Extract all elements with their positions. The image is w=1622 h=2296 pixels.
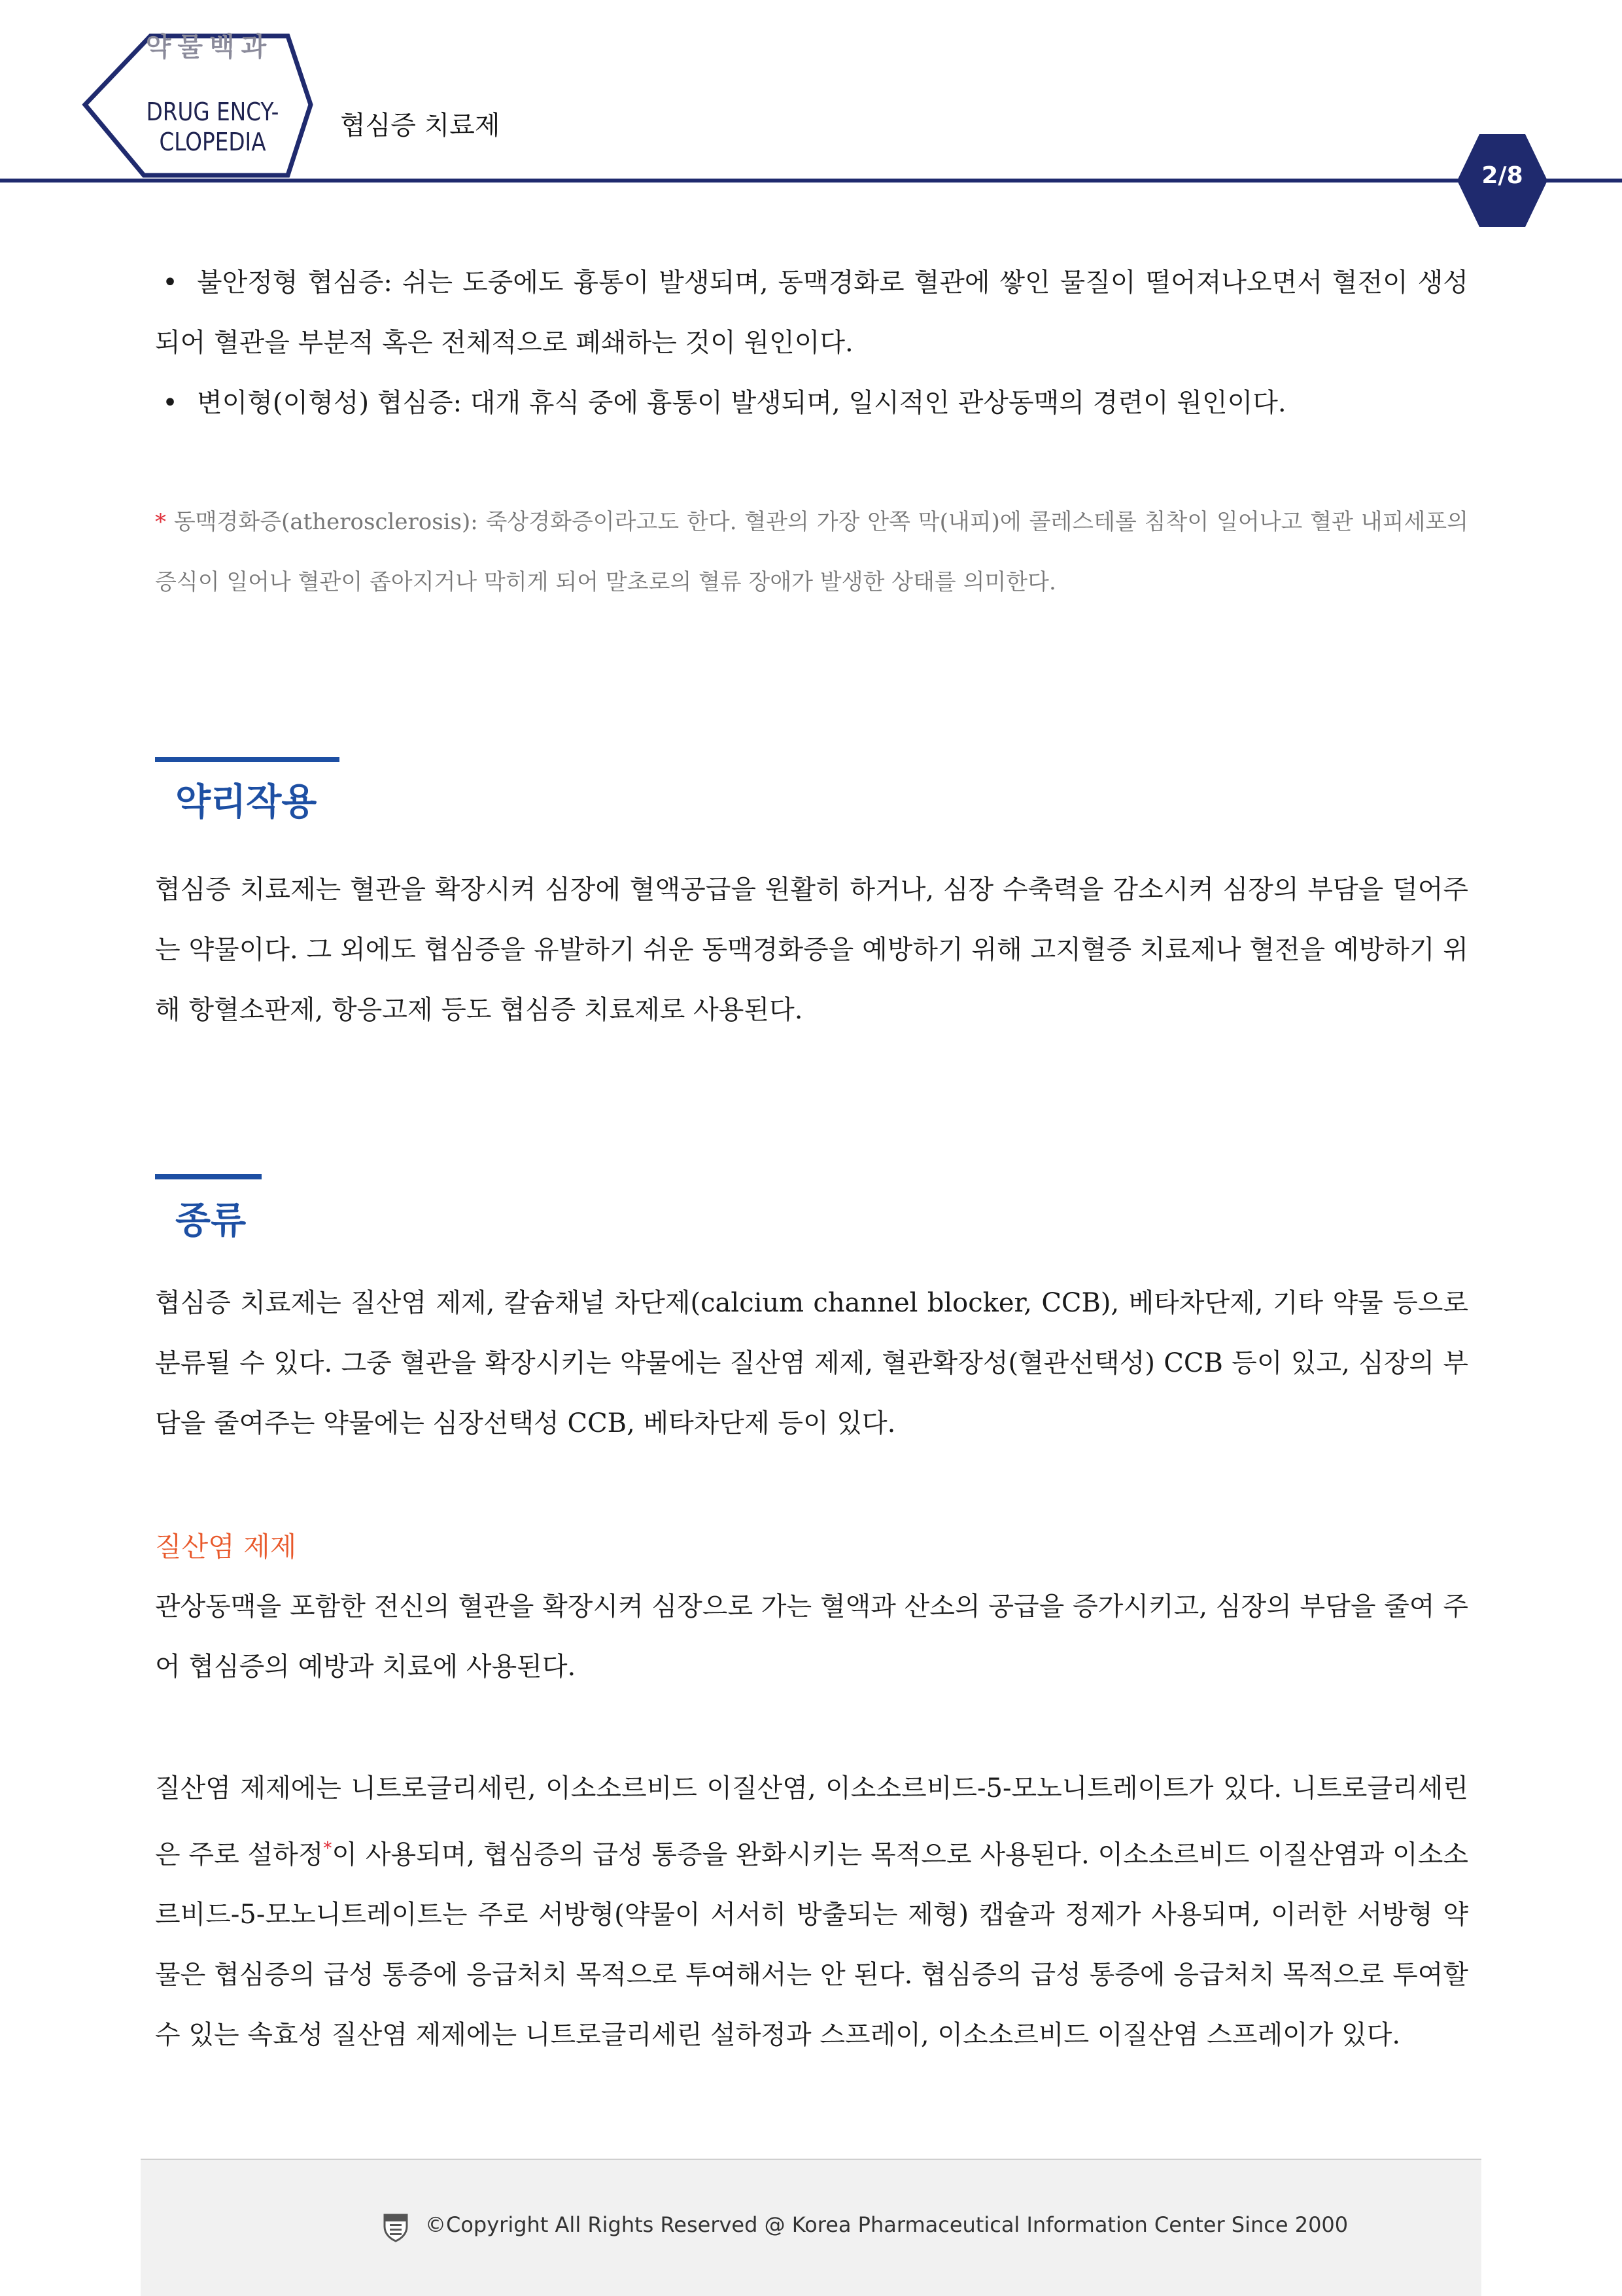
section-underline	[155, 757, 339, 762]
section-underline	[155, 1174, 262, 1179]
page-number: 2/8	[1481, 162, 1523, 189]
bullet-text: 불안정형 협심증: 쉬는 도중에도 흉통이 발생되며, 동맥경화로 혈관에 쌓인 물질이 떨어져나오면서 혈전이 생성되어 혈관을 부분적 혹은 전체적으로 폐쇄하는 것이 원인이다.	[155, 268, 1468, 358]
footnote-text: 동맥경화증(atherosclerosis): 죽상경화증이라고도 한다. 혈관의 가장 안쪽 막(내피)에 콜레스테롤 침착이 일어나고 혈관 내피세포의 증식이 일어나 혈관이 좁아지거나 막히게 되어 말초로의 혈류 장애가 발생한 상태를 의미한다.	[155, 509, 1468, 595]
bullet-item	[155, 252, 1468, 373]
shield-emblem-icon	[381, 2212, 411, 2242]
bullet-item	[155, 373, 1468, 433]
bullet-text: 변이형(이형성) 협심증: 대개 휴식 중에 흉통이 발생되며, 일시적인 관상동맥의 경련이 원인이다.	[197, 388, 1286, 418]
nitrate-paragraph-2	[155, 1758, 1468, 2065]
section-title-types: 종류	[175, 1200, 247, 1242]
document-title: 협심증 치료제	[340, 111, 500, 141]
footnote	[155, 492, 1468, 612]
pharmacology-paragraph: 협심증 치료제는 혈관을 확장시켜 심장에 혈액공급을 원활히 하거나, 심장 수축력을 감소시켜 심장의 부담을 덜어주는 약물이다. 그 외에도 협심증을 유발하기 쉬운 동맥경화증을 예방하기 위해 고지혈증 치료제나 혈전을 예방하기 위해 항혈소판제, 항응고제 등도 협심증 치료제로 사용된다.	[155, 875, 1468, 1025]
logo-english-line1: DRUG ENCY-	[146, 97, 279, 126]
footer-copyright: ©Copyright All Rights Reserved @ Korea Pharmaceutical Information Center Since 2000	[425, 2212, 1349, 2237]
logo-english-line2: CLOPEDIA	[159, 128, 266, 156]
logo-korean: 약물백과	[145, 32, 273, 62]
nitrate-paragraph-1: 관상동맥을 포함한 전신의 혈관을 확장시켜 심장으로 가는 혈액과 산소의 공급을 증가시키고, 심장의 부담을 줄여 주어 협심증의 예방과 치료에 사용된다.	[155, 1592, 1468, 1682]
types-paragraph: 협심증 치료제는 질산염 제제, 칼슘채널 차단제(calcium channel blocker, CCB), 베타차단제, 기타 약물 등으로 분류될 수 있다. 그중 혈관을 확장시키는 약물에는 질산염 제제, 혈관확장성(혈관선택성) CCB 등이 있고, 심장의 부담을 줄여주는 약물에는 심장선택성 CCB, 베타차단제 등이 있다.	[155, 1288, 1468, 1438]
footnote-mark: *	[155, 509, 166, 535]
nitrate-paragraph-2-start: 질산염 제제에는 니트로글리세린, 이소소르비드 이질산염, 이소소르비드-5-모노니트레이트가 있다. 니트로글리세린은 주로 설하정	[155, 1773, 1468, 1870]
nitrate-paragraph-2-end: 이 사용되며, 협심증의 급성 통증을 완화시키는 목적으로 사용된다. 이소소르비드 이질산염과 이소소르비드-5-모노니트레이트는 주로 서방형(약물이 서서히 방출되는 제형) 캡슐과 정제가 사용되며, 이러한 서방형 약물은 협심증의 급성 통증에 응급처치 목적으로 투여해서는 안 된다. 협심증의 급성 통증에 응급처치 목적으로 투여할 수 있는 속효성 질산염 제제에는 니트로글리세린 설하정과 스프레이, 이소소르비드 이질산염 스프레이가 있다.	[155, 1839, 1468, 2051]
bullet-mark: •	[162, 268, 178, 298]
subsection-title-nitrate: 질산염 제제	[155, 1531, 297, 1563]
bullet-mark: •	[162, 388, 178, 418]
section-title-pharmacology: 약리작용	[175, 781, 317, 824]
footnote-reference-mark: *	[323, 1839, 332, 1858]
